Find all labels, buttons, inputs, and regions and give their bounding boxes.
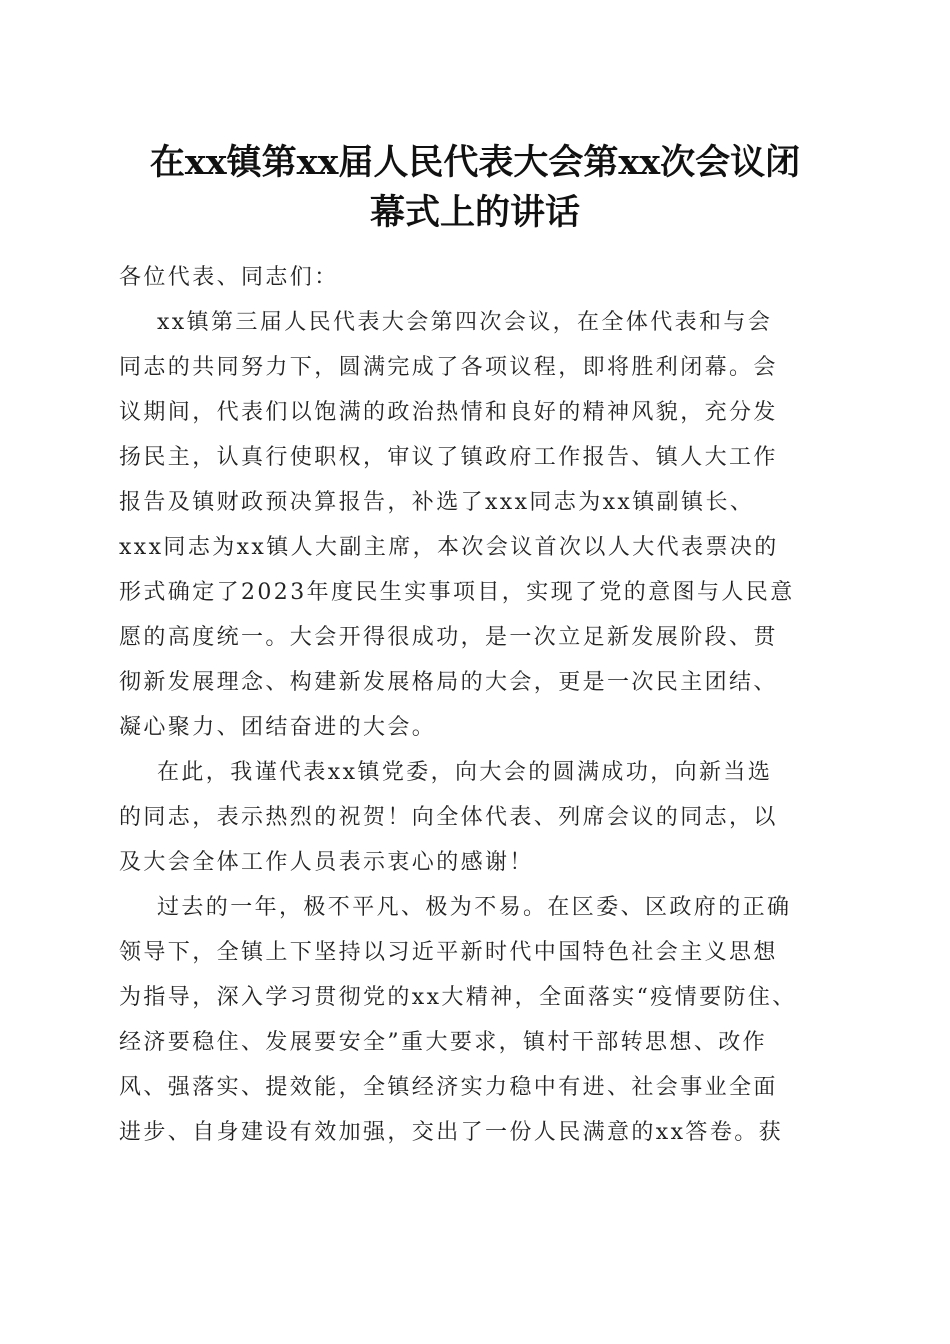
paragraph-line: xxx同志为xx镇人大副主席，本次会议首次以人大代表票决的: [119, 535, 779, 560]
paragraph-line: 风、强落实、提效能，全镇经济实力稳中有进、社会事业全面: [119, 1075, 778, 1100]
salutation: 各位代表、同志们：: [119, 265, 339, 290]
paragraph-3: [119, 885, 839, 1155]
paragraph-line: 领导下，全镇上下坚持以习近平新时代中国特色社会主义思想: [119, 940, 778, 965]
paragraph-line: 议期间，代表们以饱满的政治热情和良好的精神风貌，充分发: [119, 400, 778, 425]
paragraph-line: 形式确定了2023年度民生实事项目，实现了党的意图与人民意: [119, 580, 795, 605]
paragraph-line: 过去的一年，极不平凡、极为不易。在区委、区政府的正确: [157, 895, 792, 920]
paragraph-line: 在此，我谨代表xx镇党委，向大会的圆满成功，向新当选: [157, 760, 773, 785]
title-line: 幕式上的讲话: [369, 192, 580, 233]
paragraph-2: [119, 750, 839, 885]
paragraph-line: 同志的共同努力下，圆满完成了各项议程，即将胜利闭幕。会: [119, 355, 778, 380]
paragraph-line: xx镇第三届人民代表大会第四次会议，在全体代表和与会: [157, 310, 773, 335]
paragraph-line: 彻新发展理念、构建新发展格局的大会，更是一次民主团结、: [119, 670, 778, 695]
paragraph-line: 愿的高度统一。大会开得很成功，是一次立足新发展阶段、贯: [119, 625, 778, 650]
paragraph-line: 进步、自身建设有效加强，交出了一份人民满意的xx答卷。获: [119, 1120, 784, 1145]
paragraph-line: 报告及镇财政预决算报告，补选了xxx同志为xx镇副镇长、: [119, 490, 755, 515]
document-title: [100, 138, 850, 238]
paragraph-line: 的同志，表示热烈的祝贺！向全体代表、列席会议的同志，以: [119, 805, 778, 830]
paragraph-line: 及大会全体工作人员表示衷心的感谢！: [119, 850, 534, 875]
document-body: [119, 255, 839, 1155]
paragraph-line: 为指导，深入学习贯彻党的xx大精神，全面落实“疫情要防住、: [119, 985, 797, 1010]
paragraph-line: 凝心聚力、团结奋进的大会。: [119, 715, 437, 740]
title-line: 在xx镇第xx届人民代表大会第xx次会议闭: [149, 142, 801, 183]
paragraph-line: 扬民主，认真行使职权，审议了镇政府工作报告、镇人大工作: [119, 445, 778, 470]
paragraph-line: 经济要稳住、发展要安全”重大要求，镇村干部转思想、改作: [119, 1030, 768, 1055]
paragraph-1: [119, 300, 839, 750]
